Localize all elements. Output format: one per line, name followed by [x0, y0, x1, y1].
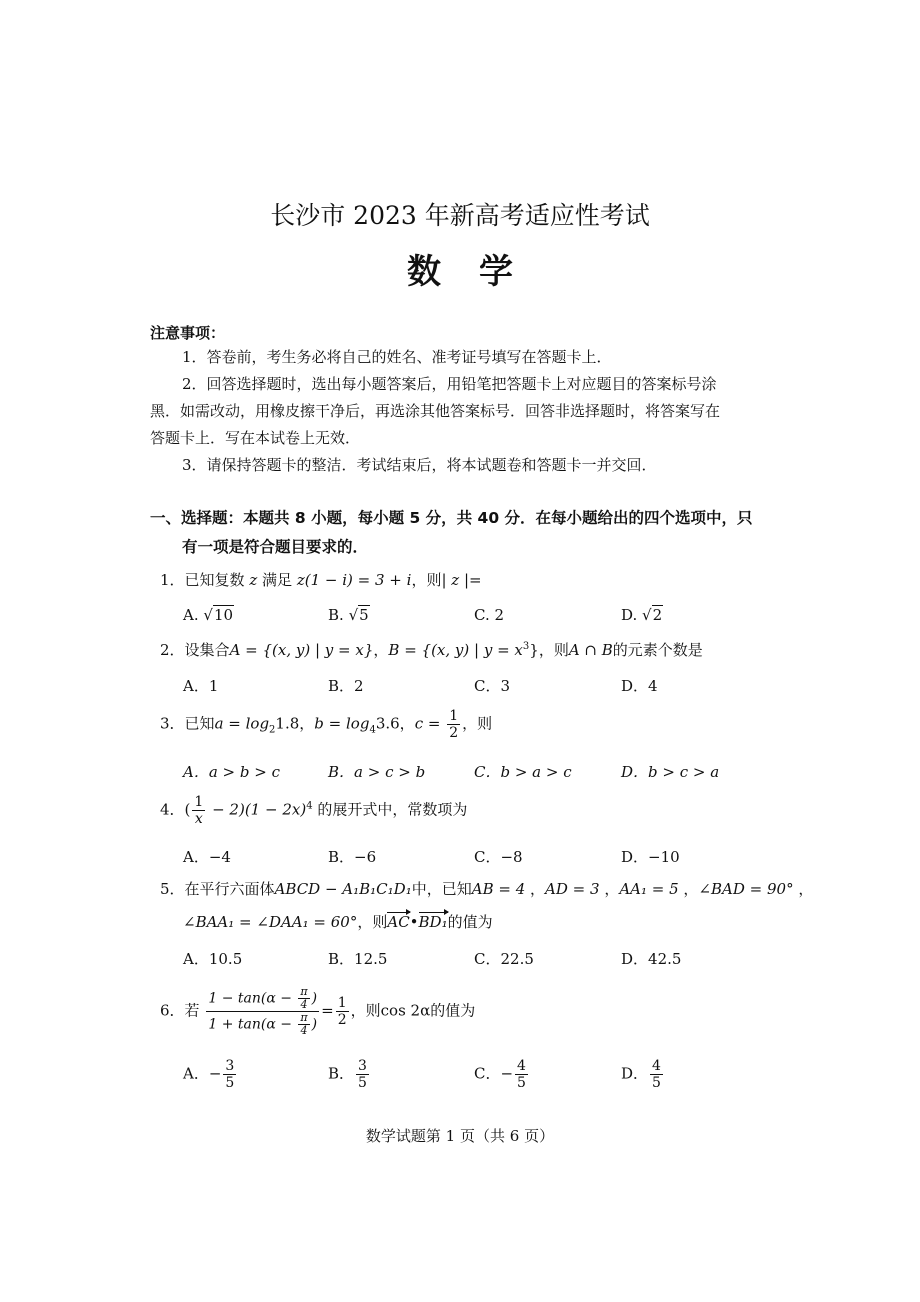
question-number: 3． [160, 714, 185, 733]
option-c: C．3 [474, 677, 511, 695]
exponent: 3 [522, 641, 530, 652]
denominator: 4 [300, 1024, 308, 1037]
sqrt-icon: √10 [203, 606, 234, 624]
question-text: 设集合 [184, 641, 230, 659]
numerator: π [300, 985, 308, 998]
page-footer: 数学试题第 1 页（共 6 页） [365, 1127, 555, 1145]
radicand: 2 [652, 606, 663, 624]
fraction [192, 794, 205, 827]
question-number: 4． [160, 800, 185, 819]
math-equation: z(1 − i) = 3 + i [296, 571, 412, 589]
option-label: A. [183, 606, 199, 624]
option-d [621, 606, 663, 624]
fraction [223, 1058, 236, 1091]
exponent: 4 [306, 800, 313, 812]
notice-item-2: 2．回答选择题时，选出每小题答案后，用铅笔把答题卡上对应题目的答案标号涂 [182, 375, 717, 393]
numerator: π [300, 1011, 308, 1024]
math-ad: AD = 3 [545, 880, 600, 898]
math-intersection: A ∩ B [568, 641, 613, 659]
option-label: C．− [474, 1064, 514, 1083]
option-b [328, 606, 370, 624]
separator: ， [373, 641, 389, 659]
question-number: 5． [160, 880, 185, 898]
math-solid: ABCD − A₁B₁C₁D₁ [274, 880, 412, 898]
option-c: C. 2 [474, 606, 505, 624]
numerator: 1 [194, 794, 204, 810]
question-4 [160, 794, 467, 827]
numerator: 4 [652, 1058, 661, 1074]
numerator [206, 986, 319, 1012]
equals: = [321, 1001, 334, 1020]
math-set-a: A = {(x, y) | y = x} [229, 641, 374, 659]
separator: ， [399, 714, 415, 733]
denominator [206, 1012, 319, 1037]
section-heading-2: 有一项是符合题目要求的． [182, 538, 369, 556]
question-text: 在平行六面体 [184, 880, 275, 898]
notice-item-3: 3．请保持答题卡的整洁．考试结束后，将本试题卷和答题卡一并交回． [182, 456, 657, 474]
option-d [621, 1058, 665, 1091]
vector-bd1: BD₁ [418, 913, 448, 931]
question-6 [160, 986, 475, 1037]
radicand: 10 [213, 606, 234, 624]
notice-heading: 注意事项： [150, 324, 226, 342]
math-angles: ∠BAA₁ = ∠DAA₁ = 60° [183, 913, 358, 931]
math-paren: ( [184, 800, 191, 819]
option-label: A．− [183, 1064, 222, 1083]
question-text: ，则 [357, 913, 388, 931]
separator: ， [299, 714, 315, 733]
notice-item-2-cont2: 答题卡上．写在本试卷上无效． [150, 429, 361, 447]
question-text: 满足 [262, 571, 293, 589]
option-a [183, 1058, 238, 1091]
option-a: A．a > b > c [183, 763, 280, 781]
option-d: D．4 [621, 677, 658, 695]
option-label: D. [621, 606, 638, 624]
question-text: ，则 [538, 641, 569, 659]
math-c: c = [414, 714, 441, 733]
math-brace: } [529, 641, 539, 659]
fraction [515, 1058, 528, 1091]
question-5: 5．在平行六面体ABCD − A₁B₁C₁D₁中，已知AB = 4 ，AD = 3 ，AA₁ = 5 ，∠BAD = 90° ， [160, 880, 814, 898]
denominator: 5 [517, 1075, 526, 1091]
question-3 [160, 708, 492, 741]
sqrt-icon: √5 [348, 606, 369, 624]
question-text: ，则 [411, 571, 442, 589]
pi-over-4 [298, 986, 309, 1011]
option-b: B．2 [328, 677, 364, 695]
option-a: A．−4 [183, 848, 231, 866]
question-text: 的值为 [447, 913, 493, 931]
option-label: B. [328, 606, 344, 624]
question-number: 2． [160, 641, 185, 659]
vector-ac: AC [387, 913, 410, 931]
numerator: 1 [337, 995, 347, 1011]
paren: ) [311, 990, 318, 1007]
math-var: z [249, 571, 258, 589]
denominator: x [194, 811, 203, 827]
option-a [183, 606, 234, 624]
denominator: 5 [225, 1075, 235, 1091]
fraction [336, 995, 349, 1028]
pi-over-4 [298, 1012, 309, 1037]
notice-item-2-cont: 黑．如需改动，用橡皮擦干净后，再选涂其他答案标号．回答非选择题时，将答案写在 [150, 402, 721, 420]
math-aa1: AA₁ = 5 [619, 880, 679, 898]
math-ab: AB = 4 [471, 880, 526, 898]
question-5-line-2 [183, 911, 493, 932]
option-a: A．10.5 [183, 950, 243, 968]
tan-expr: 1 + tan(α − [208, 1016, 297, 1033]
question-2 [160, 639, 703, 660]
option-b: B．a > c > b [328, 763, 426, 781]
question-text: 的元素个数是 [612, 641, 703, 659]
numerator: 4 [517, 1058, 526, 1074]
numerator: 1 [449, 708, 459, 724]
question-text: 中，已知 [411, 880, 472, 898]
option-label: D． [621, 1064, 649, 1083]
option-d: D．−10 [621, 848, 680, 866]
subscript: 2 [269, 724, 276, 736]
question-number: 1． [160, 571, 185, 589]
paren: ) [311, 1016, 318, 1033]
math-value: 1.8 [275, 714, 300, 733]
subject-title: 数学 [407, 252, 551, 292]
question-text: 的展开式中，常数项为 [317, 800, 468, 819]
denominator: 5 [358, 1075, 367, 1091]
math-value: 3.6 [375, 714, 400, 733]
math-expression: cos 2α [380, 1001, 431, 1020]
math-a: a = log [214, 714, 270, 733]
option-label: B． [328, 1064, 355, 1083]
fraction-big [206, 986, 319, 1037]
option-b [328, 1058, 371, 1091]
denominator: 2 [449, 725, 459, 741]
dot-operator: • [409, 913, 419, 931]
fraction [650, 1058, 663, 1091]
question-text: 已知 [184, 714, 215, 733]
exam-title: 长沙市 2023 年新高考适应性考试 [270, 201, 650, 230]
math-angle-bad: ∠BAD = 90° [698, 880, 794, 898]
denominator: 4 [300, 998, 308, 1011]
question-text: 的值为 [430, 1001, 476, 1020]
section-heading-1: 一、选择题：本题共 8 小题，每小题 5 分，共 40 分．在每小题给出的四个选项中，只 [150, 509, 753, 527]
fraction [447, 708, 460, 741]
option-c: C．b > a > c [474, 763, 572, 781]
math-expression: − 2)(1 − 2x) [207, 800, 307, 819]
subscript: 4 [369, 724, 376, 736]
question-text: 已知复数 [184, 571, 245, 589]
option-c [474, 1058, 530, 1091]
option-b: B．−6 [328, 848, 377, 866]
option-c: C．22.5 [474, 950, 534, 968]
notice-item-1: 1．答卷前，考生务必将自己的姓名、准考证号填写在答题卡上． [182, 348, 612, 366]
option-b: B．12.5 [328, 950, 388, 968]
numerator: 3 [358, 1058, 367, 1074]
math-abs: | z |= [441, 571, 482, 589]
denominator: 2 [337, 1012, 347, 1028]
question-1 [160, 569, 482, 590]
question-text: 若 [184, 1001, 200, 1020]
fraction [356, 1058, 369, 1091]
sqrt-icon: √2 [642, 606, 663, 624]
option-d: D．42.5 [621, 950, 682, 968]
option-c: C．−8 [474, 848, 523, 866]
question-number: 6． [160, 1001, 185, 1020]
question-text: ，则 [462, 714, 493, 733]
option-a: A．1 [183, 677, 219, 695]
question-text: ，则 [350, 1001, 381, 1020]
radicand: 5 [359, 606, 369, 624]
tan-expr: 1 − tan(α − [208, 990, 297, 1007]
denominator: 5 [652, 1075, 661, 1091]
option-d: D．b > c > a [621, 763, 720, 781]
numerator: 3 [225, 1058, 235, 1074]
math-set-b: B = {(x, y) | y = x [388, 641, 523, 659]
math-b: b = log [314, 714, 370, 733]
